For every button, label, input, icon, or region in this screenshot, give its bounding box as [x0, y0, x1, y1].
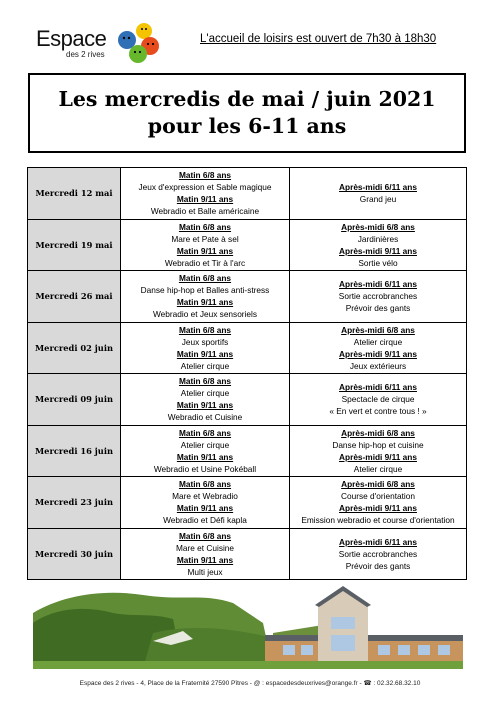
activity-text: Webradio et Usine Pokéball: [153, 463, 257, 474]
activity-text: Webradio et Cuisine: [167, 412, 243, 423]
activity-text: Grand jeu: [359, 194, 397, 205]
morning-cell: [121, 271, 290, 323]
morning-cell: [121, 477, 290, 529]
activity-text: Jeux d'expression et Sable magique: [138, 182, 272, 193]
schedule-row: [28, 374, 467, 426]
page-title: Les mercredis de mai / juin 2021: [58, 87, 436, 111]
schedule-row: [28, 425, 467, 477]
schedule-row: [28, 219, 467, 271]
afternoon-group-heading: Après-midi 9/11 ans: [339, 245, 417, 256]
activity-text: Prévoir des gants: [345, 303, 411, 314]
morning-group-heading: Matin 9/11 ans: [176, 451, 234, 462]
activity-text: Webradio et Jeux sensoriels: [152, 309, 258, 320]
morning-group-heading: Matin 9/11 ans: [176, 554, 234, 565]
activity-text: Mare et Cuisine: [175, 542, 235, 553]
afternoon-cell: [290, 477, 467, 529]
activity-text: Multi jeux: [187, 566, 223, 577]
morning-group-heading: Matin 6/8 ans: [178, 170, 232, 181]
activity-text: Danse hip-hop et cuisine: [332, 439, 424, 450]
morning-group-heading: Matin 9/11 ans: [176, 194, 234, 205]
afternoon-cell: [290, 374, 467, 426]
activity-text: Jardinières: [357, 233, 399, 244]
footer-contact: Espace des 2 rives - 4, Place de la Fraternité 27590 Pîtres - @ : espacedesdeuxrives@orange.fr - ☎ : 02.32.68.32.10: [79, 680, 421, 687]
morning-group-heading: Matin 9/11 ans: [176, 503, 234, 514]
activity-text: Mare et Pate à sel: [171, 233, 239, 244]
morning-cell: [121, 322, 290, 374]
espace-logo: [36, 28, 161, 70]
afternoon-group-heading: Après-midi 6/8 ans: [341, 221, 415, 232]
day-cell: Mercredi 19 mai: [28, 219, 121, 271]
afternoon-cell: [290, 219, 467, 271]
morning-group-heading: Matin 6/8 ans: [178, 427, 232, 438]
afternoon-group-heading: Après-midi 9/11 ans: [339, 451, 417, 462]
morning-group-heading: Matin 6/8 ans: [178, 530, 232, 541]
morning-cell: [121, 425, 290, 477]
activity-text: Atelier cirque: [353, 336, 403, 347]
afternoon-cell: [290, 271, 467, 323]
afternoon-group-heading: Après-midi 9/11 ans: [339, 348, 417, 359]
activity-text: Atelier cirque: [180, 360, 230, 371]
schedule-row: [28, 477, 467, 529]
page-subtitle: pour les 6-11 ans: [147, 114, 347, 138]
morning-cell: [121, 219, 290, 271]
activity-text: Jeux sportifs: [181, 336, 229, 347]
activity-text: Prévoir des gants: [345, 560, 411, 571]
schedule-table: [27, 167, 467, 580]
morning-group-heading: Matin 6/8 ans: [178, 273, 232, 284]
activity-text: Spectacle de cirque: [341, 394, 415, 405]
activity-text: Mare et Webradio: [172, 491, 238, 502]
day-cell: Mercredi 26 mai: [28, 271, 121, 323]
activity-text: Webradio et Défi kapla: [163, 515, 247, 526]
afternoon-group-heading: Après-midi 6/11 ans: [339, 536, 417, 547]
morning-cell: [121, 374, 290, 426]
day-cell: Mercredi 23 juin: [28, 477, 121, 529]
morning-group-heading: Matin 6/8 ans: [178, 221, 232, 232]
afternoon-group-heading: Après-midi 9/11 ans: [339, 503, 417, 514]
schedule-row: [28, 271, 467, 323]
schedule-row: [28, 322, 467, 374]
activity-text: Atelier cirque: [180, 439, 230, 450]
logo-figures-icon: [114, 22, 162, 66]
activity-text: Emission webradio et course d'orientation: [301, 515, 455, 526]
morning-group-heading: Matin 9/11 ans: [176, 348, 234, 359]
morning-cell: [121, 168, 290, 220]
activity-text: Sortie accrobranches: [338, 548, 418, 559]
activity-text: Jeux extérieurs: [349, 360, 407, 371]
day-cell: Mercredi 09 juin: [28, 374, 121, 426]
afternoon-cell: [290, 168, 467, 220]
activity-text: Atelier cirque: [353, 463, 403, 474]
logo-text: Espace: [36, 26, 107, 51]
afternoon-group-heading: Après-midi 6/8 ans: [341, 479, 415, 490]
afternoon-cell: [290, 425, 467, 477]
day-cell: Mercredi 12 mai: [28, 168, 121, 220]
schedule-row: [28, 168, 467, 220]
title-box: [28, 73, 466, 153]
morning-group-heading: Matin 6/8 ans: [178, 376, 232, 387]
day-cell: Mercredi 02 juin: [28, 322, 121, 374]
activity-text: Webradio et Balle américaine: [150, 206, 260, 217]
activity-text: Atelier cirque: [180, 388, 230, 399]
activity-text: « En vert et contre tous ! »: [329, 406, 427, 417]
morning-cell: [121, 528, 290, 580]
morning-group-heading: Matin 9/11 ans: [176, 245, 234, 256]
opening-hours: L'accueil de loisirs est ouvert de 7h30 à 18h30: [200, 33, 437, 45]
afternoon-group-heading: Après-midi 6/11 ans: [339, 382, 417, 393]
activity-text: Sortie vélo: [358, 257, 398, 268]
afternoon-cell: [290, 322, 467, 374]
schedule-body: [28, 168, 467, 580]
activity-text: Webradio et Tir à l'arc: [164, 257, 246, 268]
day-cell: Mercredi 16 juin: [28, 425, 121, 477]
activity-text: Course d'orientation: [341, 491, 415, 502]
morning-group-heading: Matin 9/11 ans: [176, 297, 234, 308]
logo-subtitle: des 2 rives: [66, 50, 105, 59]
morning-group-heading: Matin 6/8 ans: [178, 479, 232, 490]
afternoon-group-heading: Après-midi 6/8 ans: [341, 324, 415, 335]
afternoon-group-heading: Après-midi 6/11 ans: [339, 182, 417, 193]
afternoon-group-heading: Après-midi 6/8 ans: [341, 427, 415, 438]
activity-text: Sortie accrobranches: [338, 291, 418, 302]
landscape-building-illustration: [33, 583, 463, 669]
day-cell: Mercredi 30 juin: [28, 528, 121, 580]
morning-group-heading: Matin 6/8 ans: [178, 324, 232, 335]
schedule-row: [28, 528, 467, 580]
activity-text: Danse hip-hop et Balles anti-stress: [140, 285, 270, 296]
afternoon-group-heading: Après-midi 6/11 ans: [339, 279, 417, 290]
afternoon-cell: [290, 528, 467, 580]
morning-group-heading: Matin 9/11 ans: [176, 400, 234, 411]
